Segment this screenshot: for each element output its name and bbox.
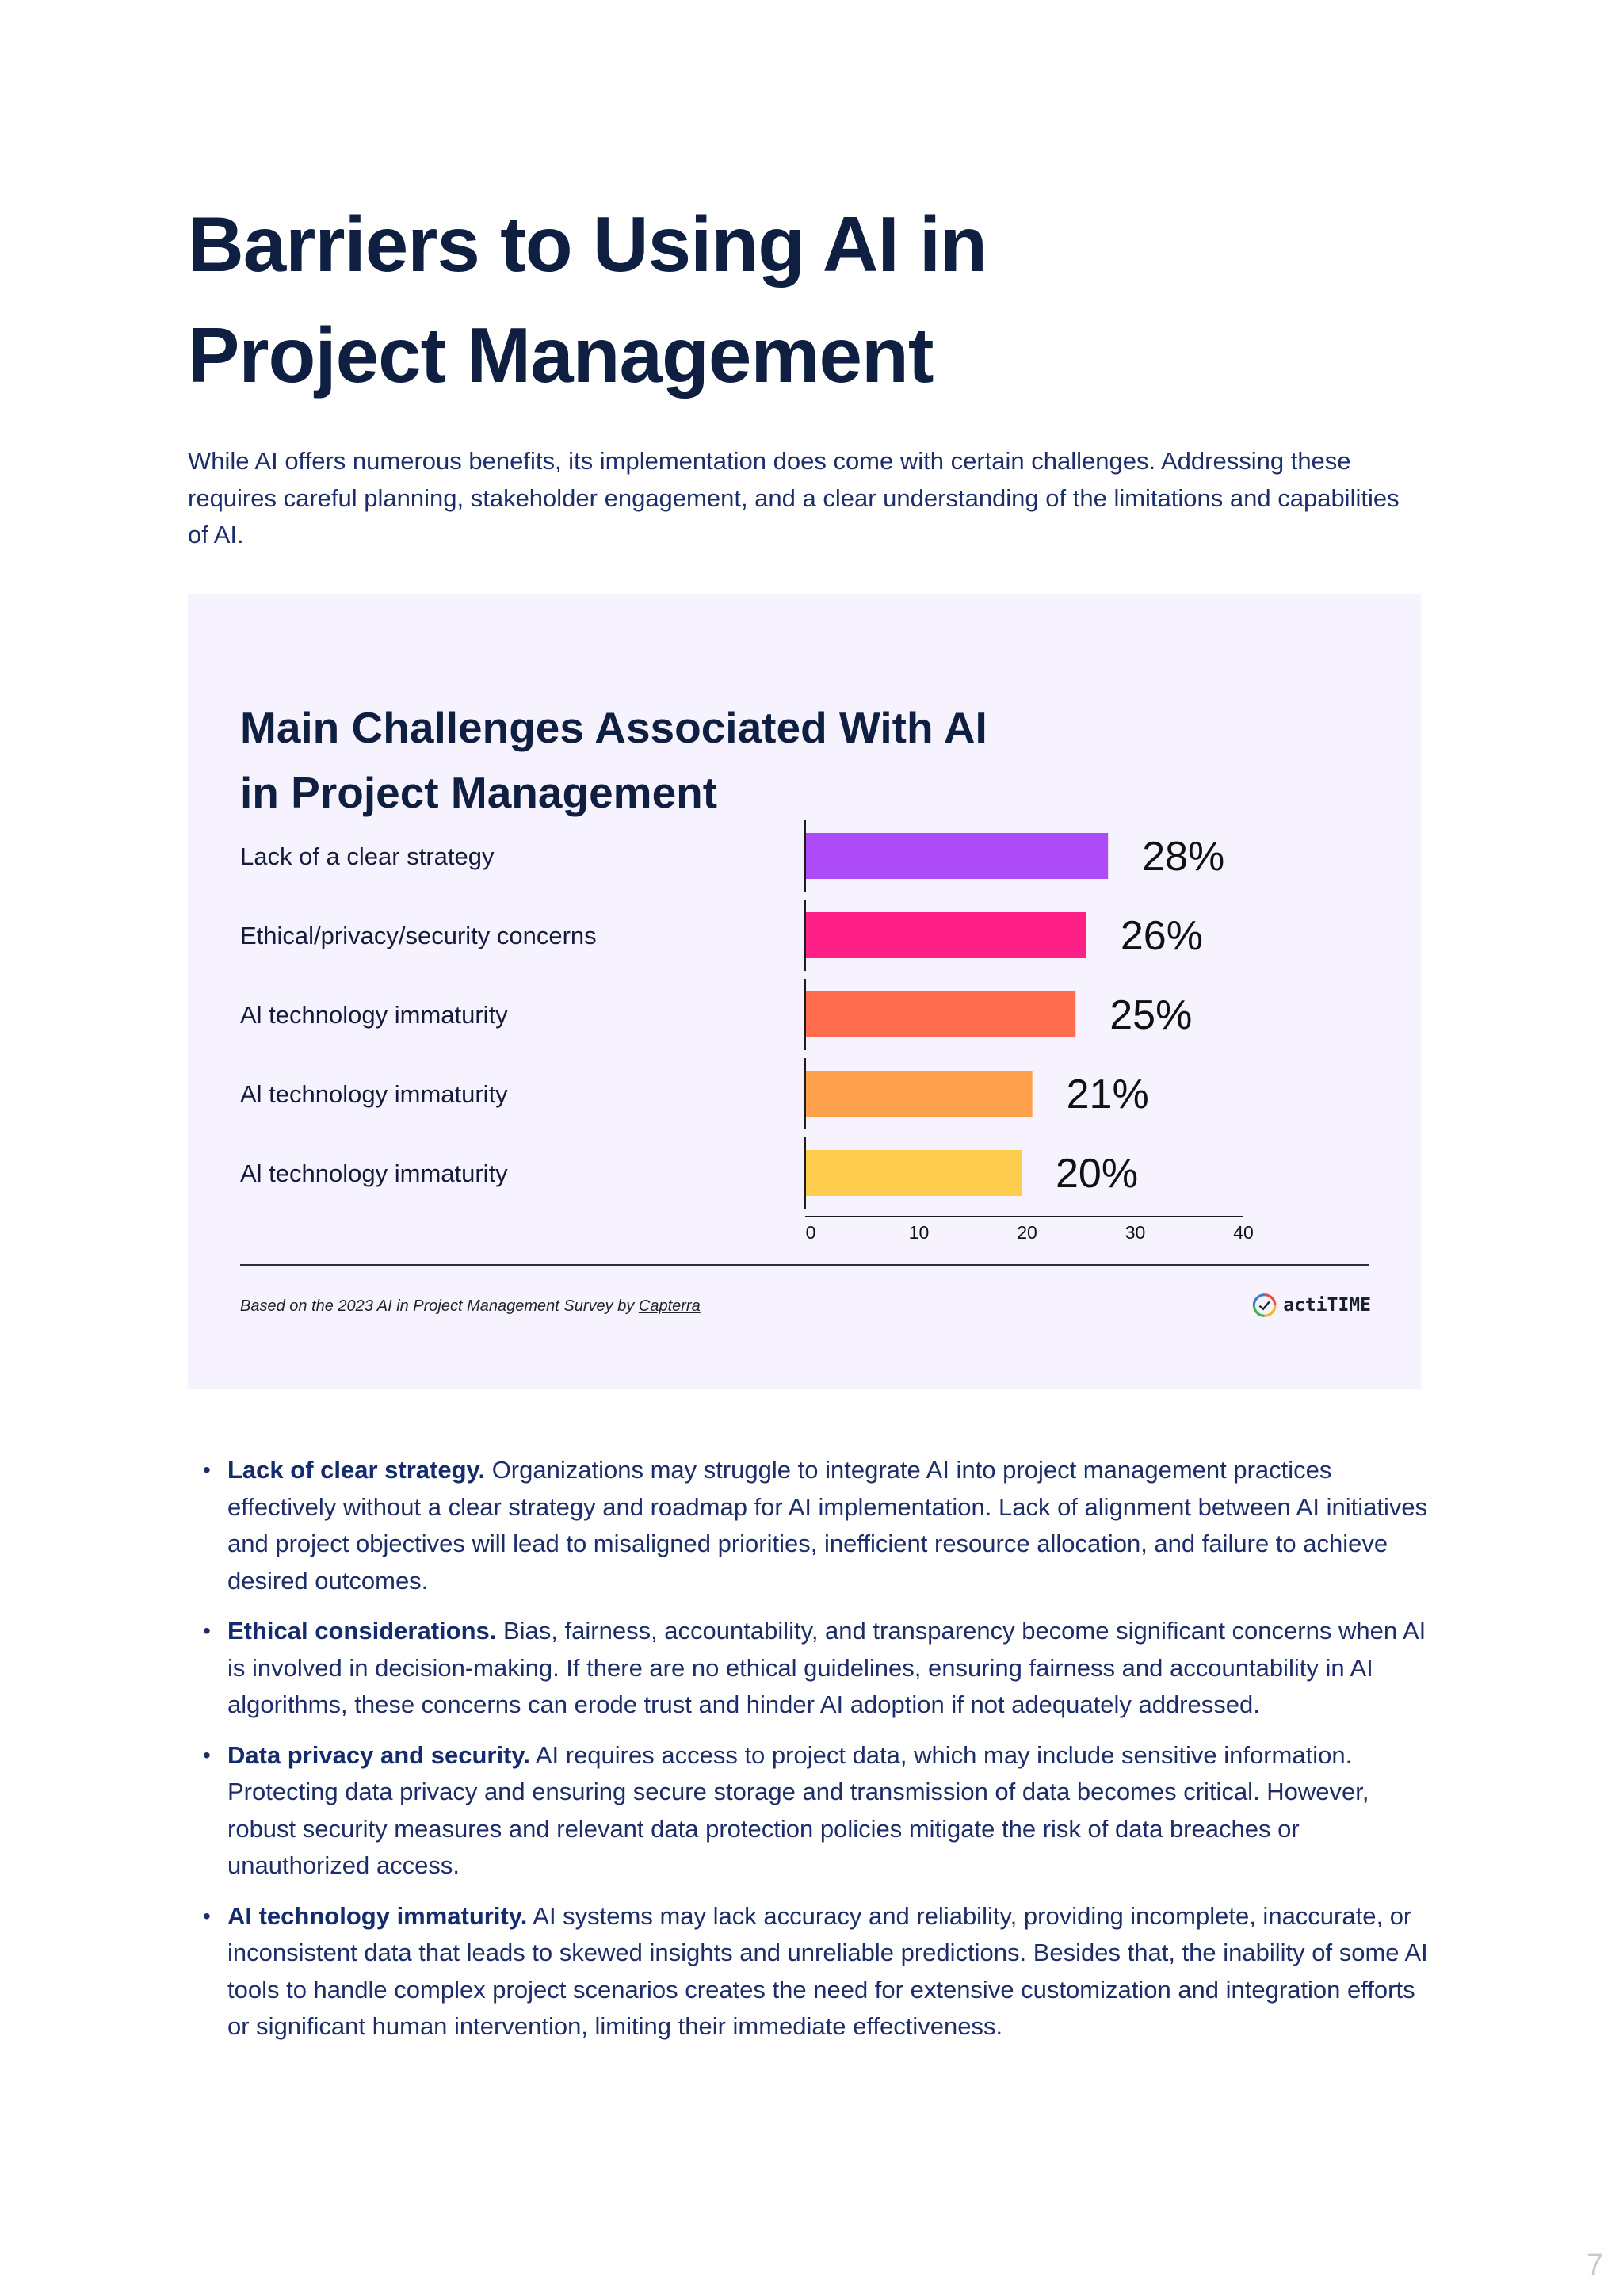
x-tick-label: 40 — [1233, 1222, 1254, 1243]
value-label: 28% — [1142, 834, 1225, 880]
category-label: Al technology immaturity — [240, 1080, 508, 1108]
category-label: Al technology immaturity — [240, 1159, 508, 1187]
page-title-line-1: Barriers to Using AI in — [188, 200, 987, 288]
value-label: 20% — [1056, 1151, 1139, 1197]
bullet-lead: Lack of clear strategy. — [227, 1456, 486, 1484]
brand-logo — [1252, 1288, 1371, 1323]
bullet-lead: AI technology immaturity. — [227, 1901, 528, 1930]
value-label: 21% — [1066, 1072, 1149, 1117]
bar — [806, 1071, 1033, 1117]
x-tick-label: 10 — [908, 1222, 930, 1243]
bullet-icon: • — [203, 1457, 211, 1482]
list-item — [200, 1613, 1436, 1724]
list-item — [200, 1898, 1436, 2046]
bullet-icon: • — [203, 1742, 211, 1767]
page-title — [188, 189, 1297, 411]
source-prefix: Based on the 2023 AI in Project Management Survey by — [240, 1297, 639, 1315]
chart-card — [188, 594, 1421, 1389]
bullet-text: AI systems may lack accuracy and reliability, providing incomplete, inaccurate, or inconsistent data that leads to skewed insights and unreliable predictions. Besides that, the inability of some AI tools to handle complex project scenarios creates the need for extensive customization and integration efforts or significant human intervention, limiting their immediate effectiveness. — [227, 1901, 1428, 2040]
x-tick-label: 30 — [1125, 1222, 1146, 1243]
brand-name: actiTIME — [1283, 1295, 1371, 1316]
x-tick-label: 20 — [1017, 1222, 1037, 1243]
value-label: 26% — [1120, 913, 1203, 959]
bullet-icon: • — [203, 1903, 211, 1928]
bullet-lead: Ethical considerations. — [227, 1617, 497, 1645]
page-number: 7 — [1587, 2248, 1604, 2282]
clock-logo-icon — [1252, 1289, 1277, 1321]
value-label: 25% — [1109, 992, 1193, 1038]
bullet-text: AI requires access to project data, which may include sensitive information. Protecting data privacy and ensuring secure storage and transmission of data becomes critical. However, robust security measures and relevant data protection policies mitigate the risk of data breaches or unauthorized access. — [227, 1740, 1369, 1879]
bar — [806, 833, 1108, 879]
chart-title-line-2: in Project Management — [240, 767, 718, 817]
chart-title-line-1: Main Challenges Associated With AI — [240, 702, 987, 752]
category-label: Lack of a clear strategy — [240, 842, 495, 870]
category-label: Ethical/privacy/security concerns — [240, 922, 597, 949]
bar — [806, 991, 1075, 1037]
bullet-text: Bias, fairness, accountability, and transparency become significant concerns when AI is involved in decision-making. If there are no ethical guidelines, ensuring fairness and accountability in AI algorithms, these concerns can erode trust and hinder AI adoption if not adequately addressed. — [227, 1617, 1426, 1718]
source-link-capterra[interactable]: Capterra — [638, 1297, 701, 1315]
bar-chart — [188, 594, 1421, 1259]
bullet-icon: • — [203, 1618, 211, 1643]
intro-paragraph: While AI offers numerous benefits, its implementation does come with certain challenges. Addressing these requires careful planning, stakeholder engagement, and a clear understanding of the limitations and capabilities of AI. — [188, 447, 1400, 548]
bar — [806, 912, 1086, 958]
bullet-lead: Data privacy and security. — [227, 1740, 530, 1769]
x-tick-label: 0 — [805, 1222, 816, 1243]
chart-source-note — [240, 1297, 701, 1316]
bullet-text: Organizations may struggle to integrate AI into project management practices effectively without a clear strategy and roadmap for AI implementation. Lack of alignment between AI initiatives and project objectives will lead to misaligned priorities, inefficient resource allocation, and failure to achieve desired outcomes. — [227, 1456, 1428, 1595]
page-title-line-2: Project Management — [188, 311, 934, 399]
category-label: Al technology immaturity — [240, 1001, 508, 1029]
barrier-list — [200, 1452, 1436, 2059]
bar — [806, 1150, 1022, 1196]
list-item — [200, 1452, 1436, 1599]
chart-divider — [240, 1264, 1369, 1266]
list-item — [200, 1737, 1436, 1885]
